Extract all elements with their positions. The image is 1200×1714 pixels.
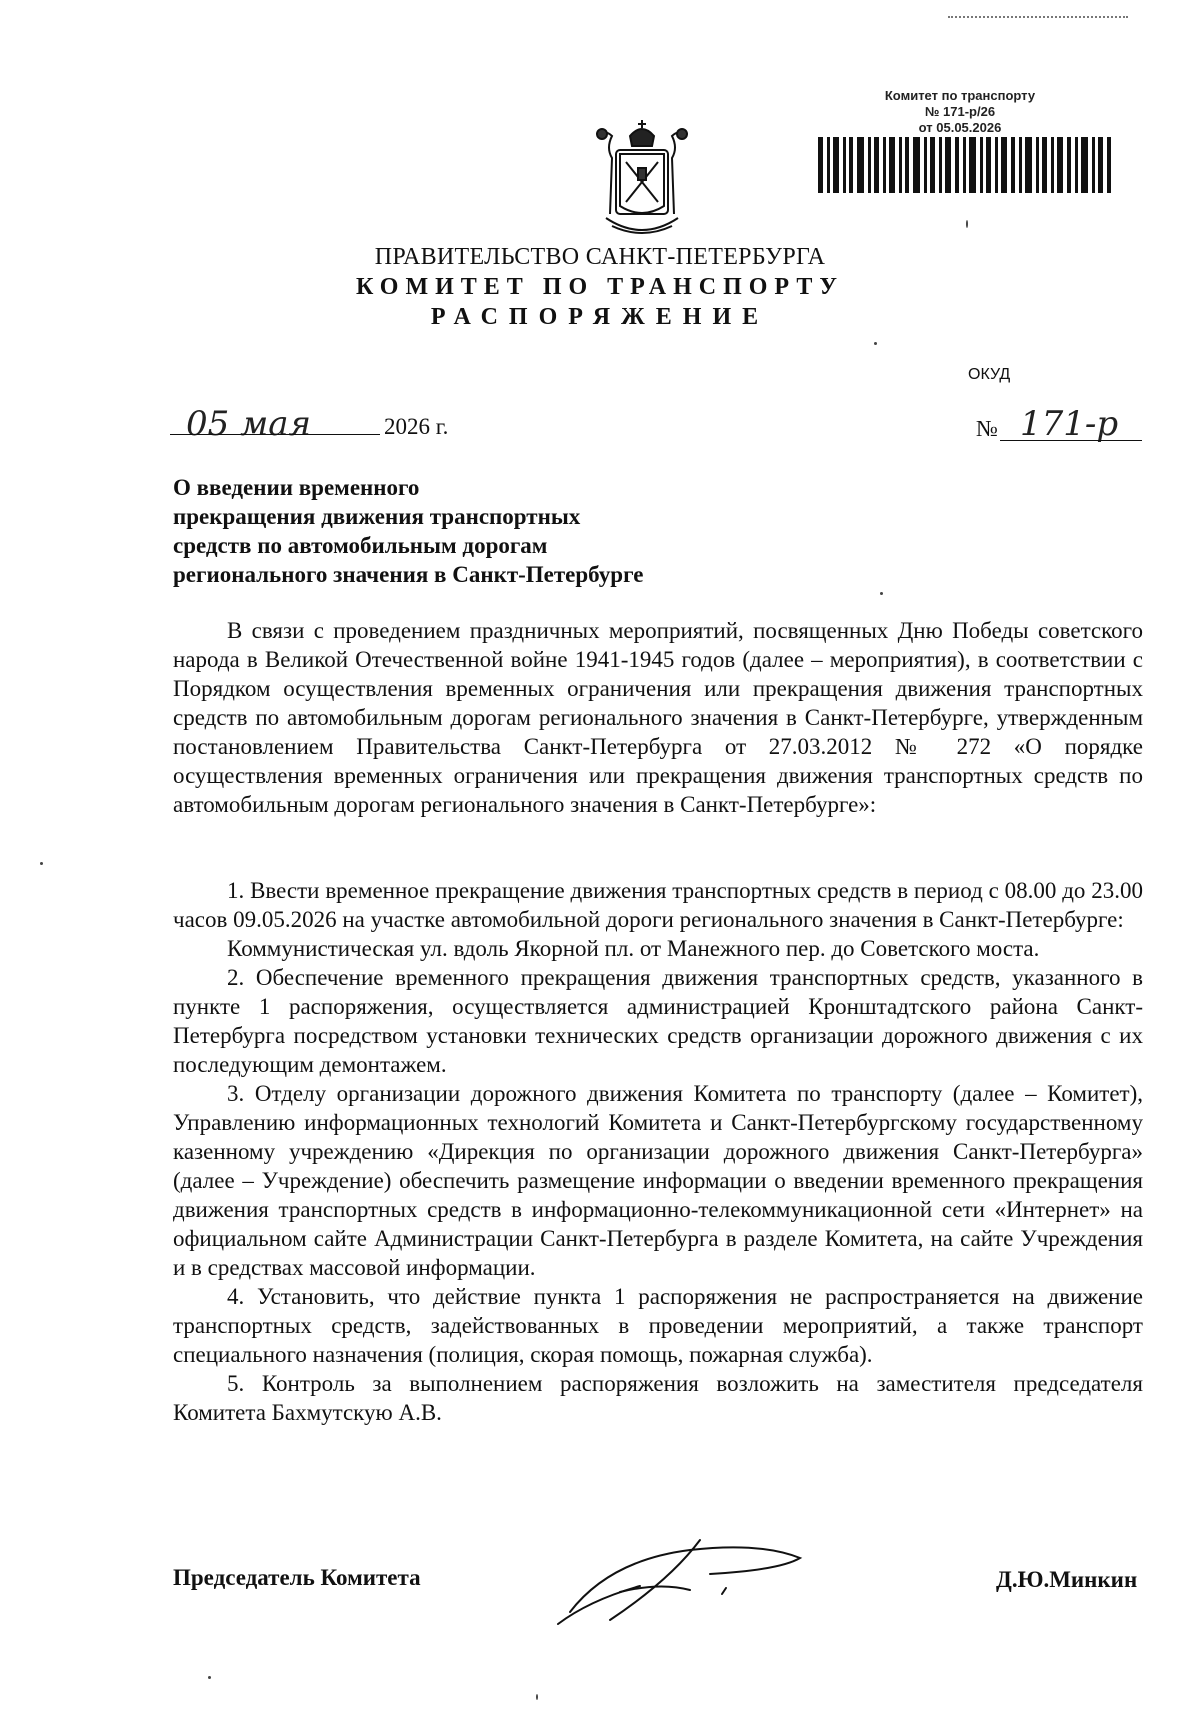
document-type-title: РАСПОРЯЖЕНИЕ (430, 304, 770, 330)
subject-line-1: О введении временного (173, 475, 420, 500)
scan-speck (40, 862, 43, 865)
handwritten-date: 05 мая (186, 404, 312, 444)
date-year: 2026 г. (384, 414, 449, 439)
stamp-line-2: № 171-р/26 (924, 104, 996, 119)
registration-stamp (850, 88, 1070, 136)
handwritten-number: 171-р (1020, 404, 1119, 444)
okud-label: ОКУД (968, 366, 1011, 383)
scan-speck (966, 220, 968, 228)
preamble (173, 616, 1143, 819)
coat-of-arms-emblem (592, 118, 692, 244)
item-1: 1. Ввести временное прекращение движения транспортных средств в период с 08.00 до 23.00 часов 09.05.2026 на участке автомобильной дороги регионального значения в Санкт-Петербурге: (173, 878, 1143, 932)
item-2: 2. Обеспечение временного прекращения движения транспортных средств, указанного в пункте 1 распоряжения, осуществляется администрацией Кронштадтского района Санкт-Петербурга посредством установки технических средств организации дорожного движения с их последующим демонтажем. (173, 965, 1143, 1077)
committee-title: КОМИТЕТ ПО ТРАНСПОРТУ (356, 274, 844, 300)
scan-speck (874, 342, 877, 345)
signatory-name: Д.Ю.Минкин (996, 1567, 1138, 1592)
subject-line-3: средств по автомобильным дорогам (173, 533, 548, 558)
item-3: 3. Отделу организации дорожного движения Комитета по транспорту (далее – Комитет), Управлению информационных технологий Комитета и Санкт-Петербургскому государственному казенному учреждению «Дирекция по организации дорожного движения Санкт-Петербурга» (далее – Учреждение) обеспечить размещение информации о введении временного прекращения движения транспортных средств в информационно-телекоммуникационной сети «Интернет» на официальном сайте Администрации Санкт-Петербурга в разделе Комитета, на сайте Учреждения и в средствах массовой информации. (173, 1081, 1143, 1280)
item-1-street: Коммунистическая ул. вдоль Якорной пл. от Манежного пер. до Советского моста. (227, 936, 1040, 961)
subject-line-4: регионального значения в Санкт-Петербурге (173, 562, 644, 587)
number-label: № (976, 416, 998, 441)
barcode (818, 137, 1118, 197)
government-title: ПРАВИТЕЛЬСТВО САНКТ-ПЕТЕРБУРГА (374, 244, 826, 270)
handwritten-signature (550, 1520, 810, 1630)
item-4: 4. Установить, что действие пункта 1 распоряжения не распространяется на движение транспортных средств, задействованных в проведении мероприятий, а также транспорт специального назначения (полиция, скорая помощь, пожарная служба). (173, 1284, 1143, 1367)
document-subject (173, 473, 793, 589)
preamble-text: В связи с проведением праздничных мероприятий, посвященных Дню Победы советского народа в Великой Отечественной войне 1941-1945 годов (далее – мероприятия), в соответствии с Порядком осуществления временных ограничения или прекращения движения транспортных средств по автомобильным дорогам регионального значения в Санкт-Петербурге, утвержденным постановлением Правительства Санкт-Петербурга от 27.03.2012 № 272 «О порядке осуществления временных ограничения или прекращения движения транспортных средств по автомобильным дорогам регионального значения в Санкт-Петербурге»: (173, 618, 1143, 817)
subject-line-2: прекращения движения транспортных (173, 504, 581, 529)
date-underline (170, 432, 380, 435)
stamp-line-1: Комитет по транспорту (884, 88, 1036, 103)
signatory-title: Председатель Комитета (173, 1565, 421, 1590)
scan-edge-mark (948, 16, 1128, 20)
scan-speck (536, 1694, 538, 1700)
order-items (173, 876, 1143, 1427)
scan-speck (208, 1676, 211, 1679)
number-underline (1000, 438, 1142, 441)
stamp-line-3: от 05.05.2026 (918, 120, 1002, 135)
item-5: 5. Контроль за выполнением распоряжения возложить на заместителя председателя Комитета Бахмутскую А.В. (173, 1371, 1143, 1425)
scan-speck (880, 592, 883, 595)
